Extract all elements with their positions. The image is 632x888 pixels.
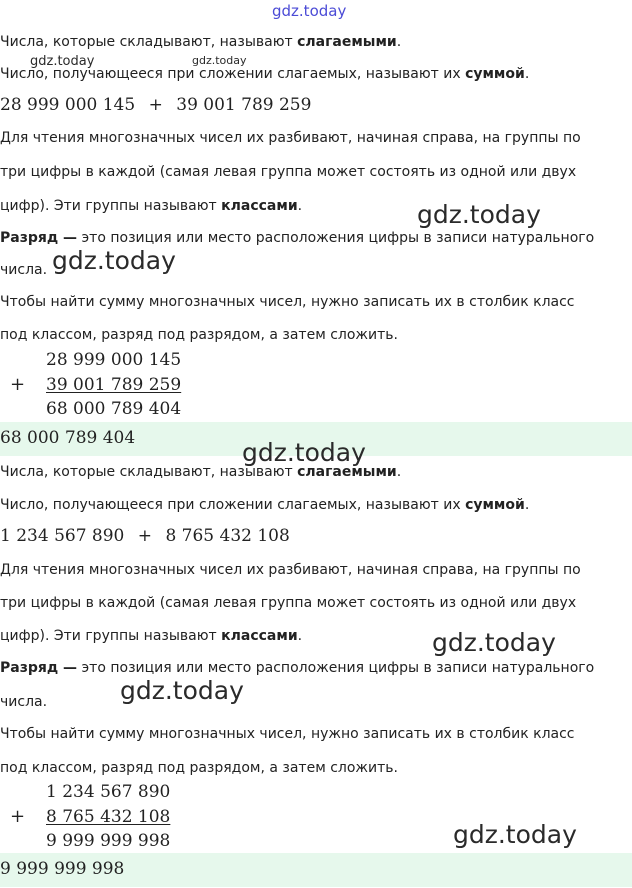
classes-paragraph-line-2: три цифры в каждой (самая левая группа может состоять из одной или двух [0,595,577,611]
addends-definition-end: . [396,464,402,480]
column-rule-line-2: под классом, разряд под разрядом, а затем сложить. [0,760,398,776]
addend-b: 39 001 789 259 [176,95,312,115]
classes-paragraph-line-1: Для чтения многозначных чисел их разбивают, начиная справа, на группы по [0,130,581,146]
column-result: 68 000 789 404 [46,399,182,419]
sum-definition-end: . [524,497,530,513]
digit-place-text: это позиция или место расположения цифры в записи натурального [77,230,595,246]
addends-definition-text: Числа, которые складывают, называют [0,464,298,480]
digit-place-term: Разряд — [0,230,78,246]
watermark-logo: gdz.today [453,820,577,849]
sum-definition [0,497,529,513]
watermark-logo: gdz.today [192,54,247,67]
classes-term: классами [221,628,298,644]
plus-operator: + [148,95,163,115]
column-rule-line-1: Чтобы найти сумму многозначных чисел, нужно записать их в столбик класс [0,726,575,742]
classes-text: цифр). Эти группы называют [0,198,222,214]
digit-place-text: это позиция или место расположения цифры в записи натурального [77,660,595,676]
addend-a: 28 999 000 145 [0,95,136,115]
sum-term: суммой [465,497,525,513]
watermark-logo: gdz.today [120,676,244,705]
addends-term: слагаемыми [297,464,397,480]
watermark-logo: gdz.today [417,200,541,229]
watermark-logo: gdz.today [432,628,556,657]
column-plus-sign: + [10,806,26,827]
sum-definition-text: Число, получающееся при сложении слагаемых, называют их [0,497,466,513]
digit-place-term: Разряд — [0,660,78,676]
plus-operator: + [137,526,153,546]
sum-term: суммой [465,66,525,82]
classes-text: цифр). Эти группы называют [0,628,222,644]
classes-paragraph-line-3 [0,628,302,644]
watermark-logo: gdz.today [30,54,95,69]
column-addend-bottom: 39 001 789 259 [46,375,182,395]
column-plus-sign: + [10,374,26,395]
digit-place-definition-end: числа. [0,262,48,278]
header-watermark: gdz.today [272,2,347,20]
column-rule-line-1: Чтобы найти сумму многозначных чисел, нужно записать их в столбик класс [0,294,575,310]
answer-value: 9 999 999 998 [0,859,125,879]
addends-definition [0,34,401,50]
column-addend-top: 1 234 567 890 [46,782,171,802]
classes-term: классами [221,198,298,214]
sum-definition-end: . [524,66,530,82]
watermark-logo: gdz.today [52,246,176,275]
addition-expression [0,95,311,115]
classes-paragraph-line-1: Для чтения многозначных чисел их разбивают, начиная справа, на группы по [0,562,581,578]
digit-place-definition-end: числа. [0,694,48,710]
addends-term: слагаемыми [297,34,397,50]
addend-b: 8 765 432 108 [165,526,290,546]
column-rule-line-2: под классом, разряд под разрядом, а затем сложить. [0,327,398,343]
classes-text-end: . [297,198,303,214]
addition-expression [0,526,290,546]
addend-a: 1 234 567 890 [0,526,125,546]
addends-definition-text: Числа, которые складывают, называют [0,34,298,50]
classes-paragraph-line-3 [0,198,302,214]
watermark-logo: gdz.today [242,438,366,467]
classes-paragraph-line-2: три цифры в каждой (самая левая группа может состоять из одной или двух [0,164,577,180]
column-result: 9 999 999 998 [46,831,171,851]
column-addend-bottom: 8 765 432 108 [46,807,171,827]
addends-definition-end: . [396,34,402,50]
answer-value: 68 000 789 404 [0,428,136,448]
classes-text-end: . [297,628,303,644]
sum-definition-text: Число, получающееся при сложении слагаемых, называют их [0,66,466,82]
column-addend-top: 28 999 000 145 [46,350,182,370]
digit-place-definition [0,660,594,676]
digit-place-definition [0,230,594,246]
